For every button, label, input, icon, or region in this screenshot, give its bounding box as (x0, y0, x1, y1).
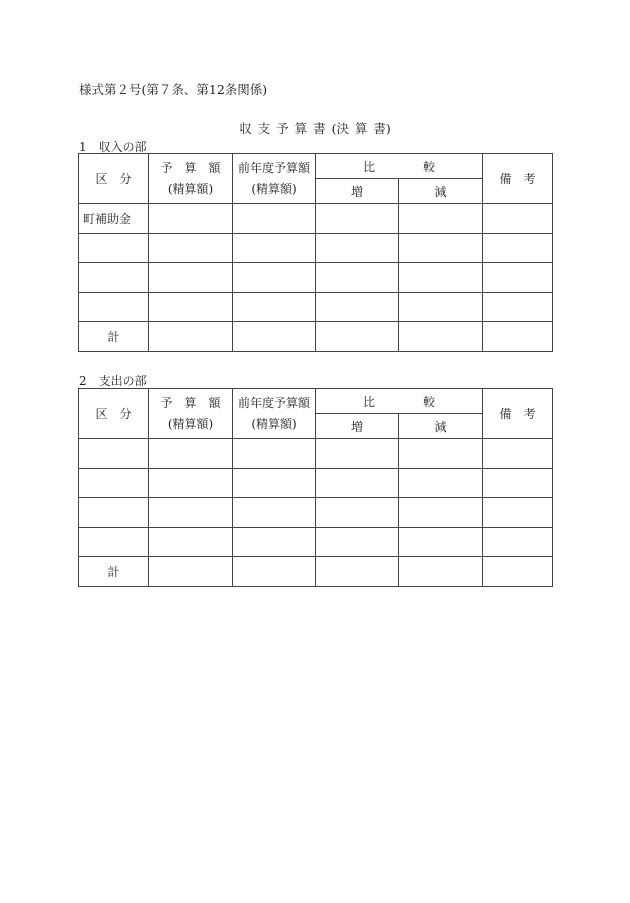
income-section-heading: 1 収入の部 (79, 140, 147, 154)
cell-decrease (399, 557, 483, 587)
cell-increase (316, 292, 399, 322)
total-label: 計 (79, 557, 149, 587)
income-table (78, 153, 553, 352)
header-comparison: 比 較 (316, 389, 483, 414)
cell-budget (149, 527, 233, 557)
cell-decrease (399, 322, 483, 352)
cell-increase (316, 557, 399, 587)
table-row (79, 292, 553, 322)
cell-prev-year (233, 263, 316, 293)
cell-increase (316, 263, 399, 293)
table-row (79, 204, 553, 234)
cell-remarks (483, 322, 553, 352)
cell-prev-year (233, 498, 316, 528)
header-budget (149, 154, 233, 204)
cell-budget (149, 322, 233, 352)
cell-remarks (483, 468, 553, 498)
cell-decrease (399, 292, 483, 322)
cell-remarks (483, 527, 553, 557)
form-number: 様式第２号(第７条、第12条関係) (79, 82, 268, 97)
cell-remarks (483, 439, 553, 469)
table-row (79, 468, 553, 498)
cell-decrease (399, 263, 483, 293)
table-row (79, 527, 553, 557)
row-label: 町補助金 (79, 204, 149, 234)
row-label (79, 233, 149, 263)
cell-remarks (483, 292, 553, 322)
expense-section-heading: 2 支出の部 (79, 374, 147, 388)
total-row (79, 557, 553, 587)
cell-prev-year (233, 204, 316, 234)
header-budget-label: 予 算 額 (160, 160, 221, 175)
header-decrease: 減 (399, 414, 483, 439)
cell-increase (316, 204, 399, 234)
cell-decrease (399, 233, 483, 263)
cell-increase (316, 498, 399, 528)
cell-remarks (483, 498, 553, 528)
cell-decrease (399, 498, 483, 528)
row-label (79, 263, 149, 293)
header-category: 区 分 (79, 154, 149, 204)
row-label (79, 498, 149, 528)
cell-decrease (399, 204, 483, 234)
header-prev-year (233, 154, 316, 204)
total-row (79, 322, 553, 352)
header-prev-year-sub: (精算額) (251, 181, 297, 196)
cell-budget (149, 292, 233, 322)
table-row (79, 498, 553, 528)
cell-prev-year (233, 292, 316, 322)
header-budget (149, 389, 233, 439)
cell-prev-year (233, 233, 316, 263)
cell-remarks (483, 263, 553, 293)
header-prev-year (233, 389, 316, 439)
cell-budget (149, 233, 233, 263)
cell-remarks (483, 204, 553, 234)
expense-table (78, 388, 553, 587)
cell-budget (149, 468, 233, 498)
cell-increase (316, 233, 399, 263)
header-increase: 増 (316, 414, 399, 439)
cell-budget (149, 263, 233, 293)
header-category: 区 分 (79, 389, 149, 439)
cell-prev-year (233, 468, 316, 498)
cell-prev-year (233, 527, 316, 557)
cell-decrease (399, 468, 483, 498)
cell-prev-year (233, 322, 316, 352)
cell-budget (149, 204, 233, 234)
header-comparison: 比 較 (316, 154, 483, 179)
row-label (79, 292, 149, 322)
total-label: 計 (79, 322, 149, 352)
table-row (79, 233, 553, 263)
header-prev-year-label: 前年度予算額 (237, 160, 310, 175)
cell-increase (316, 322, 399, 352)
table-row (79, 439, 553, 469)
cell-increase (316, 468, 399, 498)
header-budget-label: 予 算 額 (160, 395, 221, 410)
cell-remarks (483, 557, 553, 587)
cell-budget (149, 498, 233, 528)
cell-prev-year (233, 439, 316, 469)
cell-budget (149, 557, 233, 587)
cell-increase (316, 527, 399, 557)
header-increase: 増 (316, 179, 399, 204)
header-remarks: 備 考 (483, 389, 553, 439)
cell-prev-year (233, 557, 316, 587)
row-label (79, 468, 149, 498)
header-remarks: 備 考 (483, 154, 553, 204)
cell-budget (149, 439, 233, 469)
table-row (79, 263, 553, 293)
header-prev-year-label: 前年度予算額 (237, 395, 310, 410)
header-prev-year-sub: (精算額) (251, 416, 297, 431)
header-decrease: 減 (399, 179, 483, 204)
cell-decrease (399, 527, 483, 557)
cell-increase (316, 439, 399, 469)
cell-decrease (399, 439, 483, 469)
cell-remarks (483, 233, 553, 263)
header-budget-sub: (精算額) (167, 181, 214, 196)
row-label (79, 439, 149, 469)
row-label (79, 527, 149, 557)
header-budget-sub: (精算額) (167, 416, 214, 431)
document-title: 収 支 予 算 書 (決 算 書) (239, 121, 391, 136)
